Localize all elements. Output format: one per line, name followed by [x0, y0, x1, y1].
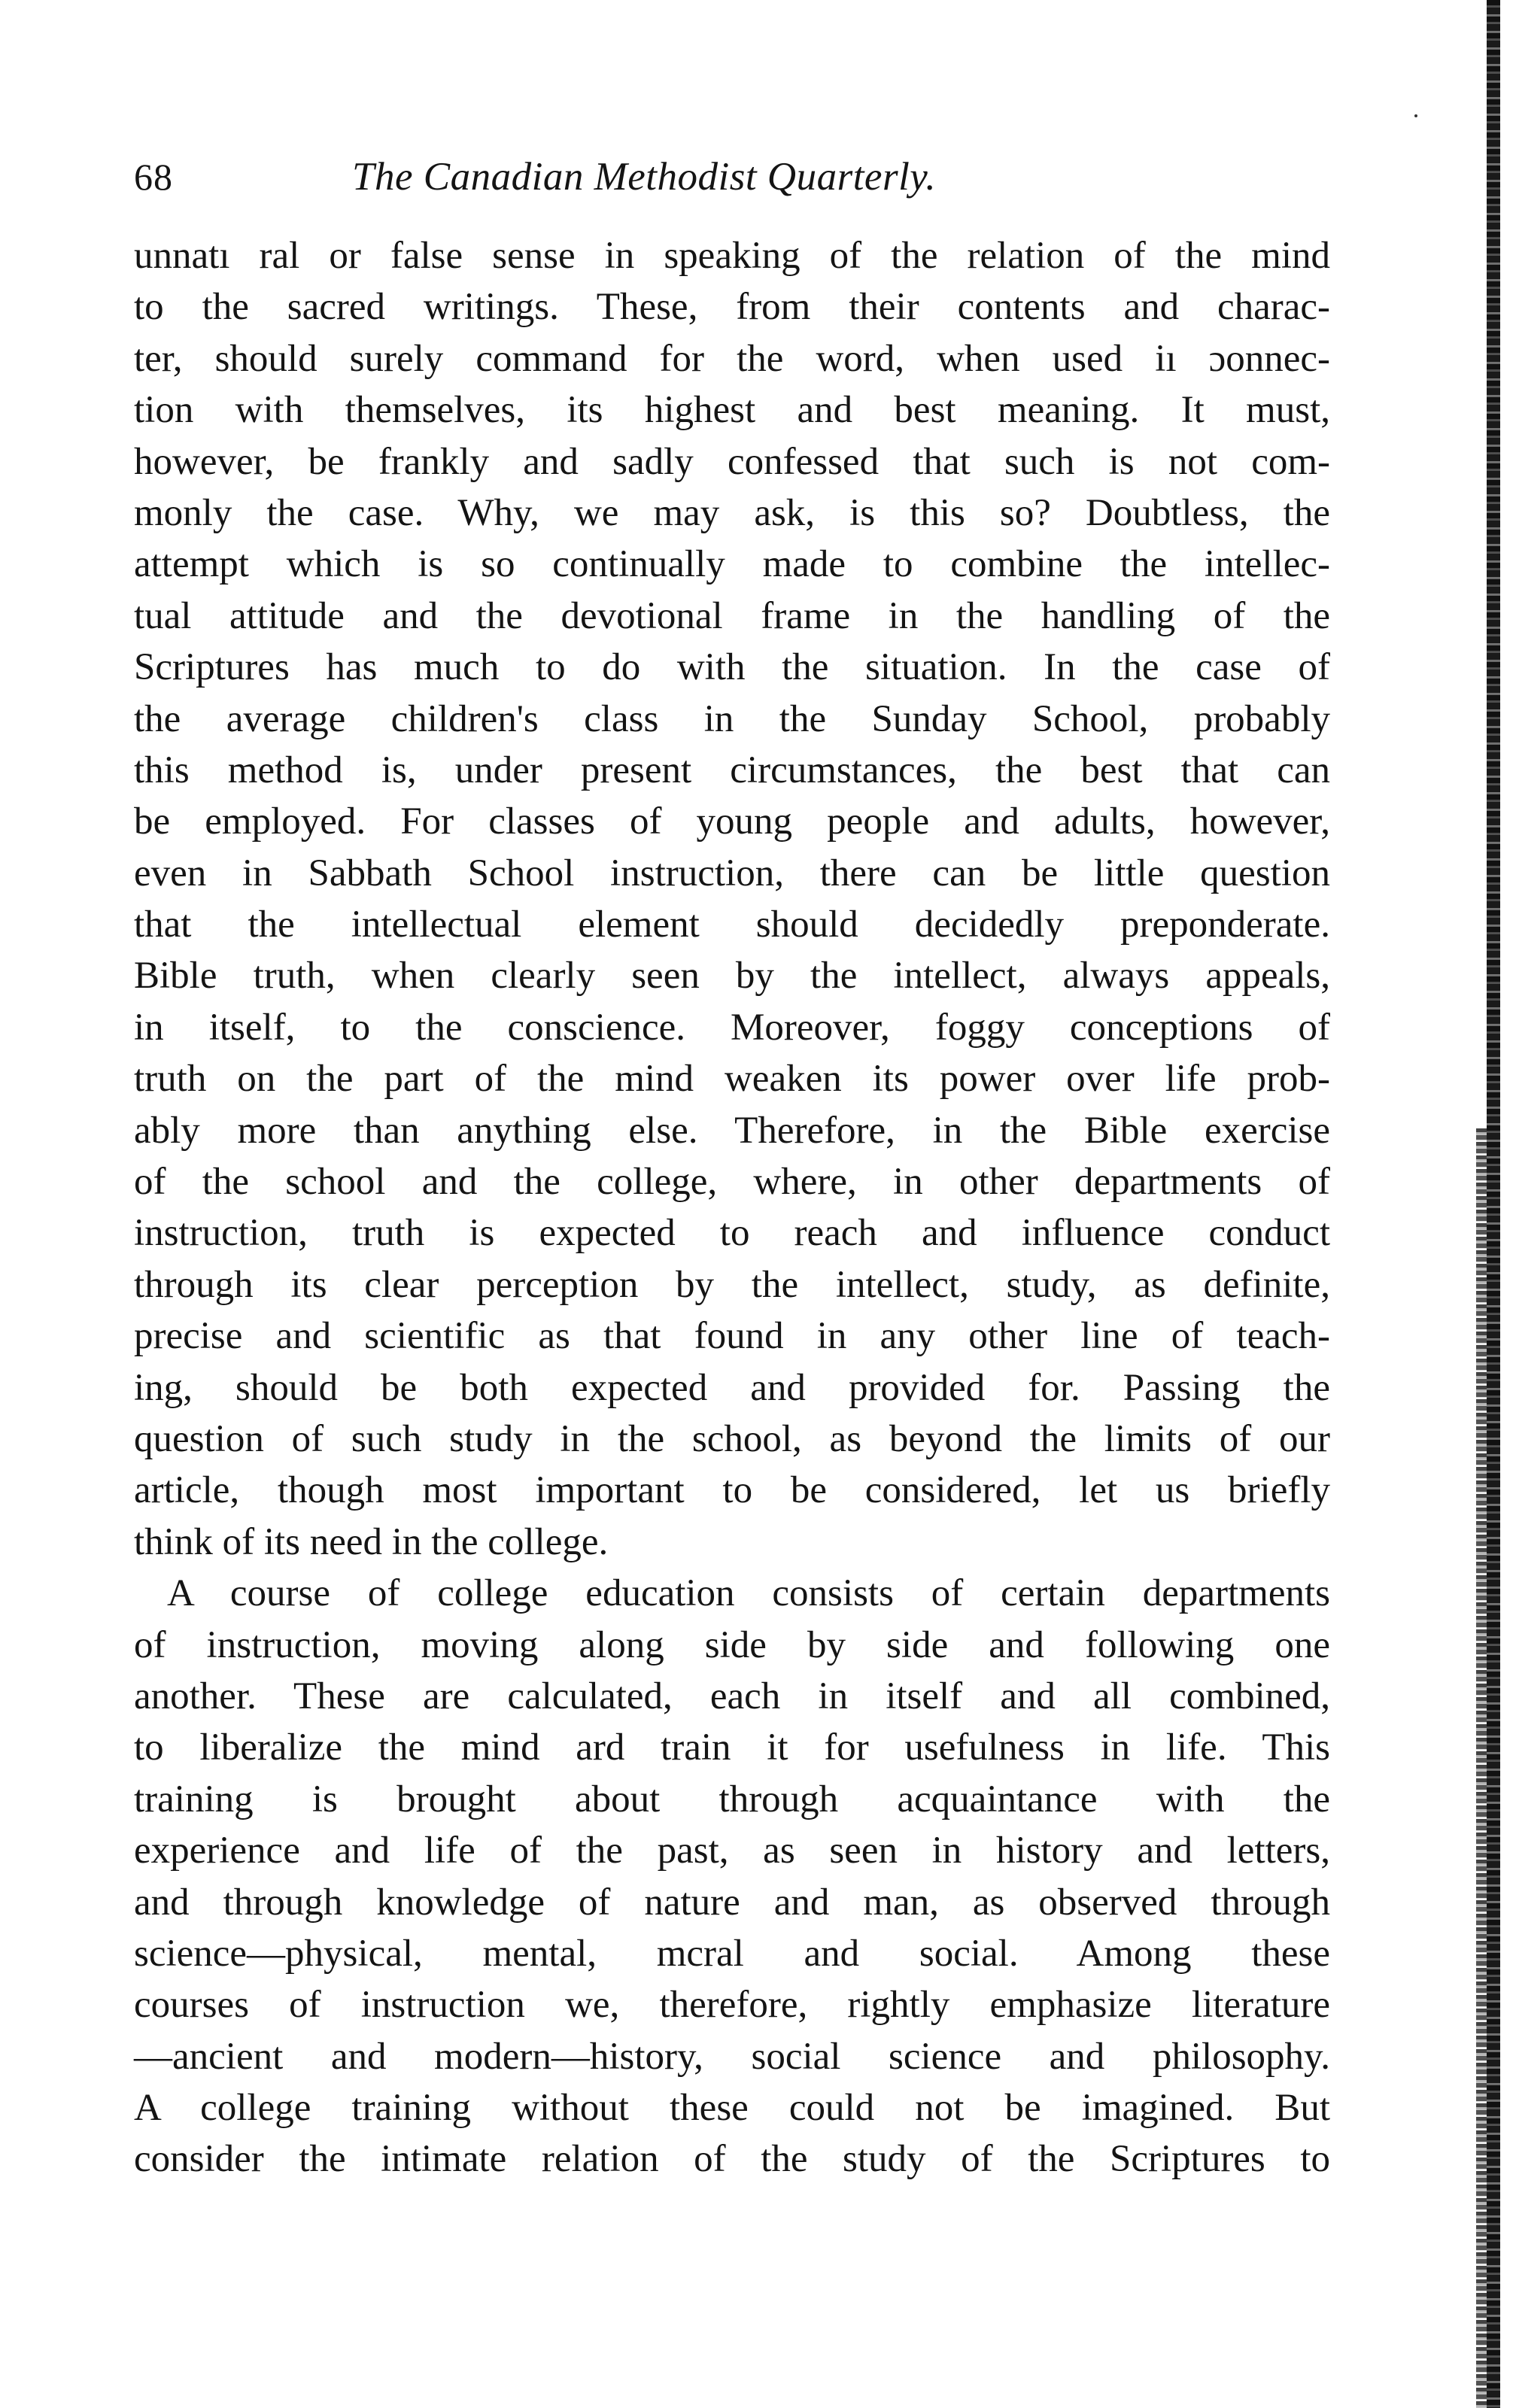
text-line: through its clear perception by the intellect, study, as definite, [134, 1263, 1330, 1306]
text-line: tion with themselves, its highest and best meaning. It must, [134, 389, 1330, 432]
text-line: of instruction, moving along side by side and following one [134, 1623, 1330, 1666]
page-header [134, 150, 1293, 203]
binding-shadow [1476, 1128, 1487, 2408]
text-line: article, though most important to be considered, let us briefly [134, 1469, 1330, 1512]
text-line: to the sacred writings. These, from their contents and charac- [134, 286, 1330, 329]
text-line: instruction, truth is expected to reach and influence conduct [134, 1212, 1330, 1255]
text-line: Bible truth, when clearly seen by the intellect, always appeals, [134, 955, 1330, 998]
text-line: monly the case. Why, we may ask, is this so? Doubtless, the [134, 491, 1330, 534]
text-line: question of such study in the school, as beyond the limits of our [134, 1417, 1330, 1460]
text-line: this method is, under present circumstances, the best that can [134, 749, 1330, 791]
text-line: precise and scientific as that found in any other line of teach- [134, 1315, 1330, 1358]
text-line: truth on the part of the mind weaken its power over life prob- [134, 1058, 1330, 1101]
paragraph [134, 1568, 1330, 2185]
text-line: however, be frankly and sadly confessed that such is not com- [134, 440, 1330, 483]
text-line: ably more than anything else. Therefore, in the Bible exercise [134, 1109, 1330, 1152]
page-number: 68 [134, 156, 173, 198]
text-line: think of its need in the college. [134, 1520, 609, 1563]
text-line: A course of college education consists of certain departments [167, 1572, 1330, 1615]
text-line: consider the intimate relation of the study of the Scriptures to [134, 2138, 1330, 2181]
text-line: to liberalize the mind ard train it for usefulness in life. This [134, 1726, 1330, 1769]
text-line: —ancient and modern—history, social science and philosophy. [134, 2035, 1330, 2078]
running-title: The Canadian Methodist Quarterly. [352, 155, 937, 199]
text-line: tual attitude and the devotional frame in the handling of the [134, 594, 1330, 637]
text-line: courses of instruction we, therefore, rightly emphasize literature [134, 1984, 1330, 2027]
text-line: be employed. For classes of young people and adults, however, [134, 800, 1330, 843]
text-line: even in Sabbath School instruction, there can be little question [134, 852, 1330, 894]
text-line: ter, should surely command for the word, when used iı ɔonnec- [134, 337, 1330, 380]
text-line: experience and life of the past, as seen in history and letters, [134, 1830, 1330, 1872]
text-line: Scriptures has much to do with the situation. In the case of [134, 646, 1330, 689]
text-line: and through knowledge of nature and man, as observed through [134, 1881, 1330, 1924]
text-line: the average children's class in the Sunday School, probably [134, 697, 1330, 740]
text-line: attempt which is so continually made to combine the intellec- [134, 543, 1330, 586]
text-line: unnatı ral or false sense in speaking of the relation of the mind [134, 235, 1330, 277]
text-line: training is brought about through acquaintance with the [134, 1778, 1330, 1820]
paragraph [134, 230, 1330, 1568]
text-line: science—physical, mental, mcral and social. Among these [134, 1932, 1330, 1975]
text-line: A college training without these could not be imagined. But [134, 2087, 1330, 2130]
text-line: ing, should be both expected and provided for. Passing the [134, 1366, 1330, 1409]
text-line: in itself, to the conscience. Moreover, foggy conceptions of [134, 1006, 1330, 1049]
text-line: another. These are calculated, each in itself and all combined, [134, 1675, 1330, 1717]
text-line: that the intellectual element should decidedly preponderate. [134, 903, 1330, 946]
body-text [134, 230, 1330, 2185]
binding-edge [1487, 0, 1500, 2408]
text-line: of the school and the college, where, in other departments of [134, 1161, 1330, 1204]
ink-speck [1414, 114, 1417, 117]
